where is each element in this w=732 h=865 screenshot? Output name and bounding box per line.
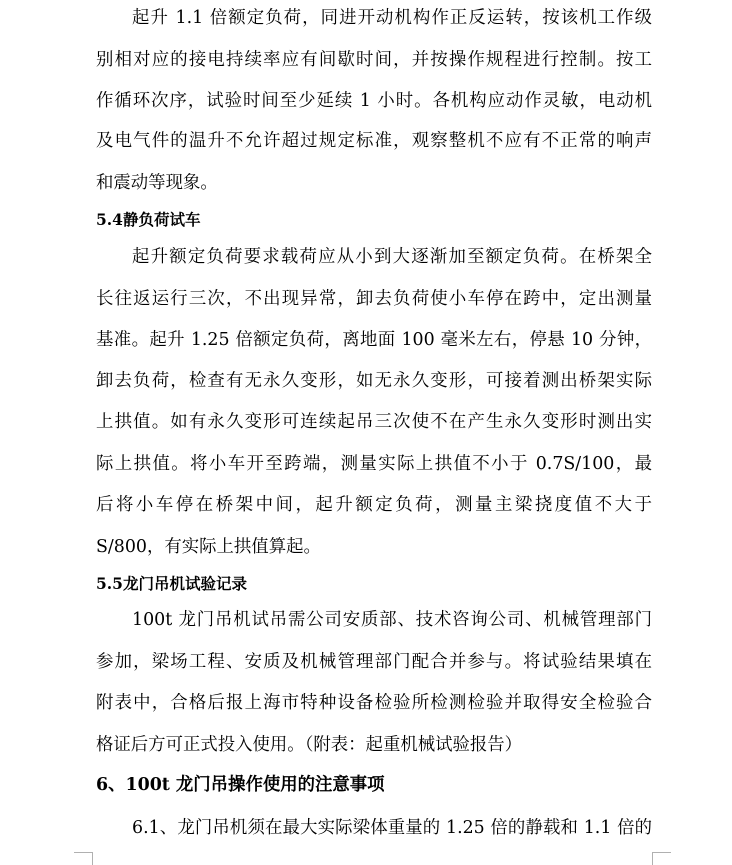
text-line: 起升额定负荷要求载荷应从小到大逐渐加至额定负荷。在桥架全 xyxy=(132,247,652,267)
page-corner-mark xyxy=(74,852,93,865)
text-line: 6.1、龙门吊机须在最大实际梁体重量的 1.25 倍的静载和 1.1 倍的 xyxy=(132,818,652,838)
text-line: 际上拱值。将小车开至跨端，测量实际上拱值不小于 0.7S/100，最 xyxy=(96,454,652,474)
section-heading-5-4: 5.4静负荷试车 xyxy=(96,210,201,229)
text-line: 起升 1.1 倍额定负荷，同进开动机构作正反运转，按该机工作级 xyxy=(132,8,652,28)
text-line: 及电气件的温升不允许超过规定标准，观察整机不应有不正常的响声 xyxy=(96,131,652,151)
text-line: 格证后方可正式投入使用。（附表：起重机械试验报告） xyxy=(96,735,523,755)
text-line: 和震动等现象。 xyxy=(96,173,218,193)
text-line: 作循环次序，试验时间至少延续 1 小时。各机构应动作灵敏，电动机 xyxy=(96,91,652,111)
text-line: 参加，梁场工程、安质及机械管理部门配合并参与。将试验结果填在 xyxy=(96,652,652,672)
text-line: 卸去负荷，检查有无永久变形，如无永久变形，可接着测出桥架实际 xyxy=(96,371,652,391)
text-line: 上拱值。如有永久变形可连续起吊三次使不在产生永久变形时测出实 xyxy=(96,412,652,432)
text-line: 基准。起升 1.25 倍额定负荷，离地面 100 毫米左右，停悬 10 分钟， xyxy=(96,330,652,350)
text-line: 后将小车停在桥架中间，起升额定负荷，测量主梁挠度值不大于 xyxy=(96,495,652,515)
text-line: S/800，有实际上拱值算起。 xyxy=(96,537,321,557)
page-corner-mark xyxy=(652,852,671,865)
text-line: 长往返运行三次，不出现异常，卸去负荷使小车停在跨中，定出测量 xyxy=(96,289,652,309)
text-line: 100t 龙门吊机试吊需公司安质部、技术咨询公司、机械管理部门 xyxy=(132,610,652,630)
text-line: 附表中，合格后报上海市特种设备检验所检测检验并取得安全检验合 xyxy=(96,693,652,713)
section-heading-6: 6、100t 龙门吊操作使用的注意事项 xyxy=(96,775,385,795)
text-line: 别相对应的接电持续率应有间歇时间，并按操作规程进行控制。按工 xyxy=(96,50,652,70)
section-heading-5-5: 5.5龙门吊机试验记录 xyxy=(96,574,247,593)
